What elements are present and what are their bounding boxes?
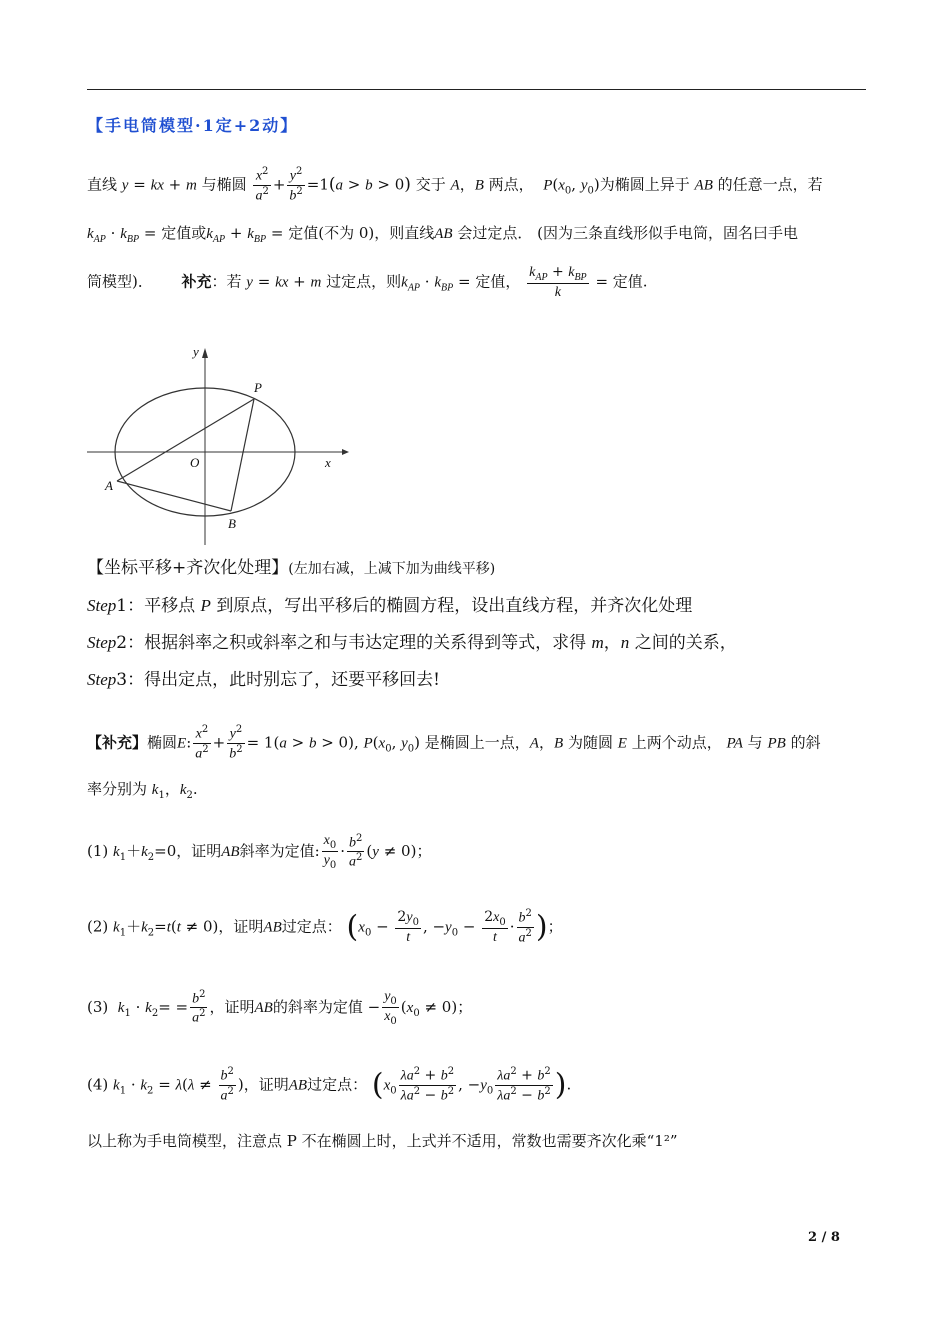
label-y: y: [193, 344, 199, 359]
slope-sum-over-k: $\frac{k_{AP} + k_{BP}}{k}$: [529, 264, 587, 301]
ellipse-figure: [87, 340, 357, 550]
line-PB: [231, 399, 254, 511]
section2-title: 【坐标平移+齐次化处理】(左加右减，上减下加为曲线平移): [87, 558, 496, 578]
line-AB: [117, 481, 231, 511]
item-3: (3) $k_1 \cdot k_2=$ = $\frac{b^2}{a^2}$ ，证明AB的斜率为定值 − $\frac{y_0}{x_0}$ $(x_0 \ne 0)$；: [87, 988, 473, 1028]
step1: Step1：平移点 P 到原点，写出平移后的椭圆方程，设出直线方程，并齐次化处理: [87, 596, 693, 616]
supplement-footer: 以上称为手电筒模型，注意点 P 不在椭圆上时，上式并不适用，常数也需要齐次化乘“1²”: [87, 1132, 678, 1150]
step3: Step3：得出定点，此时别忘了，还要平移回去!: [87, 670, 440, 690]
header-rule: [87, 89, 866, 90]
step2: Step2：根据斜率之积或斜率之和与韦达定理的关系得到等式，求得 m，n 之间的关系，: [87, 633, 737, 653]
intro-line-1: 直线 y = kx + m 与椭圆 $\frac{x^2}{a^2}$ + $\frac{y^2}{b^2}$ =1(a > b > 0) 交于 A，B 两点， $P(x_0$, $y_0$)为椭圆上异于 AB 的任意一点，若: [87, 166, 823, 204]
item-2: (2) $k_1+k_2=t(t \ne 0)$，证明AB过定点： ($x_0$ − $\frac{2y_0}{t}$ , $-y_0$ − $\frac{2x_0}{t}$ · $\frac{b^2}{a^2}$ )；: [87, 908, 563, 946]
label-P: P: [254, 380, 262, 395]
y2-over-b2: $\frac{y^2}{b^2}$: [289, 166, 303, 204]
page-number: 2 / 8: [808, 1230, 840, 1245]
label-O: O: [190, 455, 200, 470]
x-axis-arrow: [342, 449, 349, 455]
supplement-line-1: 【补充】椭圆E: $\frac{x^2}{a^2}$ + $\frac{y^2}{b^2}$ = 1(a > b > 0), $P(x_0$, $y_0$) 是椭圆上一点，A，B 为随圆 E 上两个动点， PA 与 PB 的斜: [87, 724, 821, 762]
y-axis-arrow: [202, 348, 208, 358]
supplement-line-2: 率分别为 $k_1$，$k_2$.: [87, 780, 198, 801]
item-4: (4) $k_1 \cdot k_2 = \lambda(\lambda$ ≠ $\frac{b^2}{a^2}$ )，证明AB过定点： ($x_0$ $\frac{\lambda a^2 + b^2}{\lambda a^2 - b^2}$ , $-y_0$ $\frac{\lambda a^2 + b^2}{\lambda a^2 - b^2}$ ).: [87, 1066, 572, 1104]
intro-line-3: 筒模型)． 补充：若 y = kx + m 过定点，则$k_{AP} \cdot k_{BP}$ = 定值， $\frac{k_{AP} + k_{BP}}{k}$ = 定值.: [87, 264, 648, 301]
label-B: B: [228, 516, 236, 531]
x2-over-a2: $\frac{x^2}{a^2}$: [255, 166, 269, 204]
section-heading: 【手电筒模型·1定+2动】: [87, 116, 299, 135]
label-A: A: [105, 478, 113, 493]
label-x: x: [325, 455, 331, 470]
intro-line-2: $k_{AP} \cdot k_{BP}$ = 定值或$k_{AP} + k_{BP}$ = 定值(不为 0)，则直线AB 会过定点． (因为三条直线形似手电筒，固名曰手电: [87, 224, 798, 245]
line-PA: [117, 399, 254, 481]
item-1: (1) $k_1+k_2=0$，证明AB斜率为定值: $\frac{x_0}{y_0}$ · $\frac{b^2}{a^2}$ (y ≠ 0)；: [87, 832, 432, 872]
